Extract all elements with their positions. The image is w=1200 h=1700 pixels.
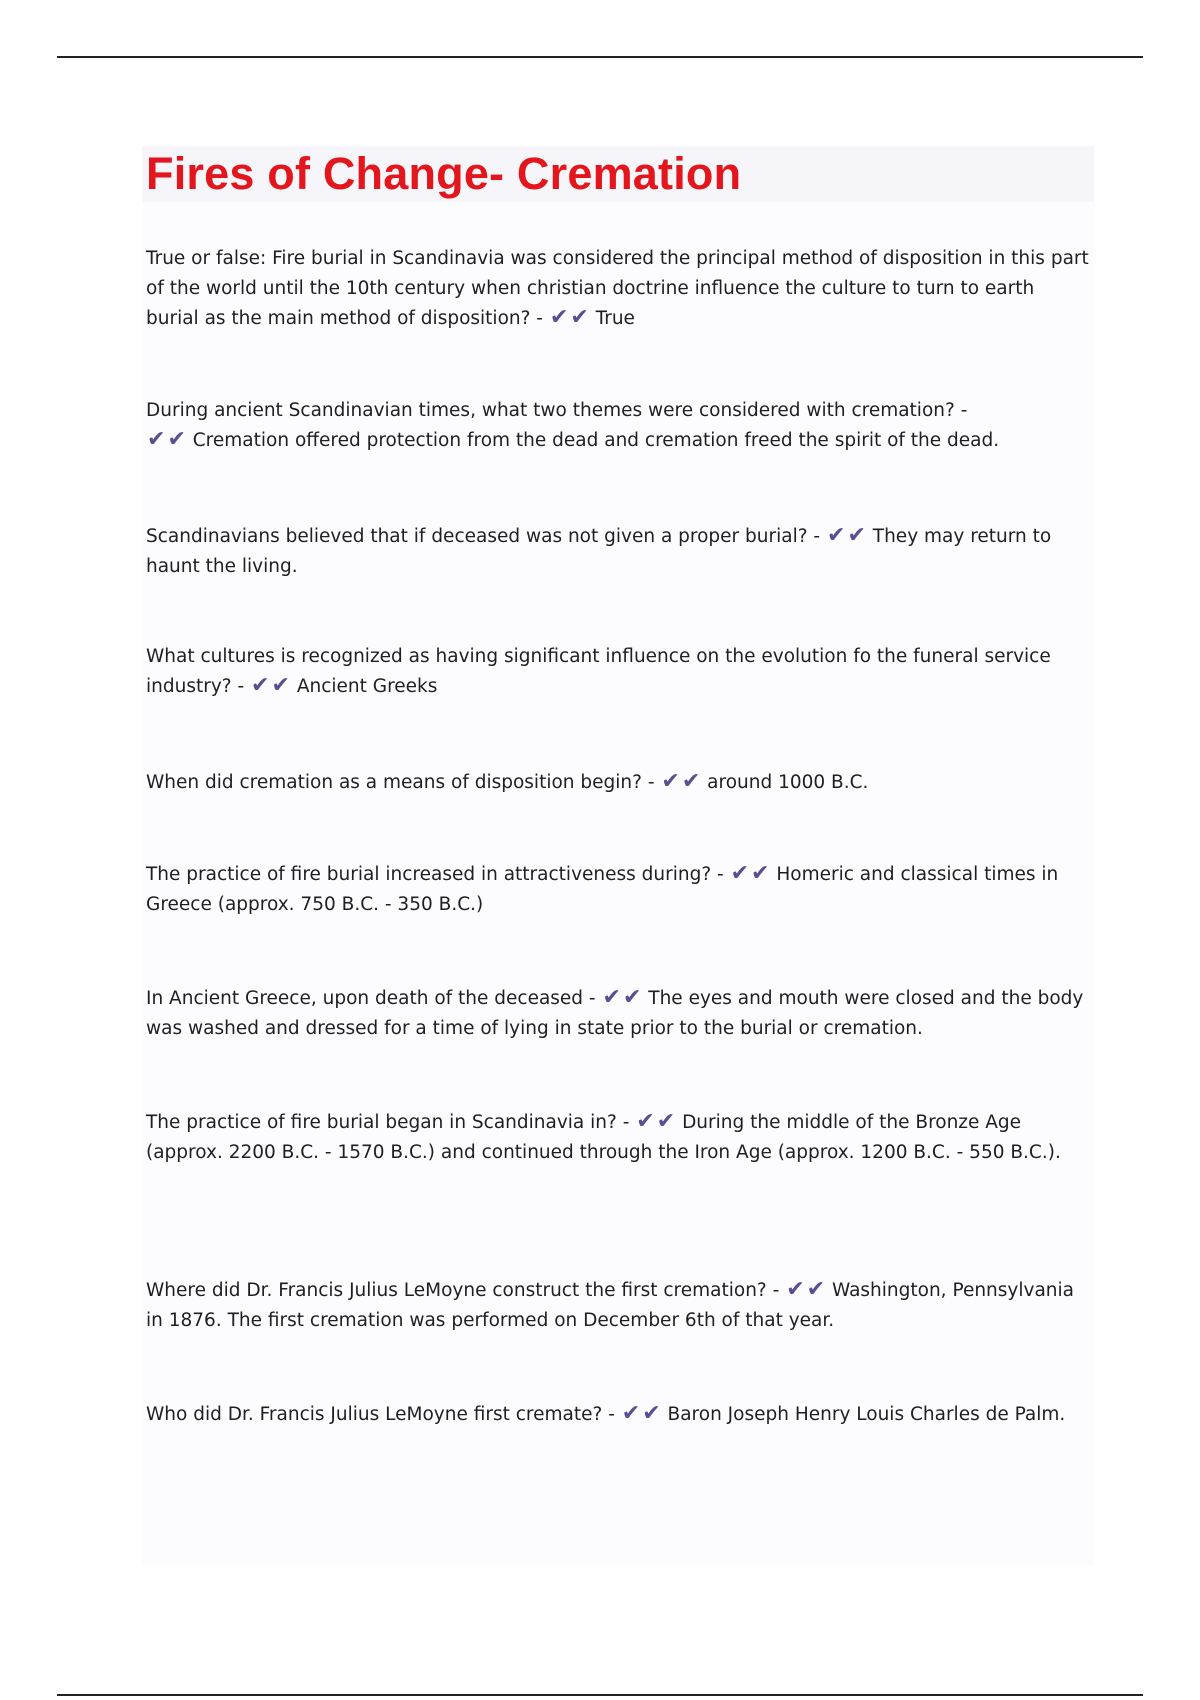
check-icon: ✔ bbox=[602, 985, 621, 1010]
answer-text: Ancient Greeks bbox=[296, 676, 438, 697]
document-content bbox=[142, 146, 1094, 1566]
check-icon: ✔ bbox=[786, 1277, 805, 1302]
page-title: Fires of Change- Cremation bbox=[146, 148, 742, 199]
answer-text: They may return to haunt the living. bbox=[146, 526, 1052, 577]
question-text: Where did Dr. Francis Julius LeMoyne construct the first cremation? - bbox=[146, 1280, 780, 1301]
answer-text: Washington, Pennsylvania in 1876. The first cremation was performed on December 6th of that year. bbox=[146, 1280, 1074, 1331]
check-icon: ✔ bbox=[621, 1401, 641, 1426]
check-icon: ✔ bbox=[642, 1401, 661, 1426]
check-icon: ✔ bbox=[251, 673, 270, 698]
check-icon: ✔ bbox=[271, 673, 290, 698]
question-text: The practice of fire burial began in Scandinavia in? - bbox=[146, 1112, 630, 1133]
qa-item bbox=[146, 1276, 1090, 1336]
qa-item bbox=[146, 860, 1090, 920]
question-text: When did cremation as a means of disposition begin? - bbox=[146, 772, 655, 793]
bottom-rule bbox=[57, 1694, 1143, 1696]
check-icon: ✔ bbox=[549, 305, 569, 330]
qa-item bbox=[146, 642, 1090, 702]
question-text: Who did Dr. Francis Julius LeMoyne first cremate? - bbox=[146, 1404, 615, 1425]
qa-item bbox=[146, 522, 1090, 582]
answer-text: around 1000 B.C. bbox=[707, 772, 869, 793]
check-icon: ✔ bbox=[636, 1109, 655, 1134]
qa-item bbox=[146, 984, 1090, 1044]
answer-text: Baron Joseph Henry Louis Charles de Palm. bbox=[667, 1404, 1066, 1425]
check-icon: ✔ bbox=[656, 1109, 676, 1134]
question-text: True or false: Fire burial in Scandinavia was considered the principal method of disposition in this part of the world until the 10th century when christian doctrine influence the culture to turn to earth burial as the main method of disposition? - bbox=[146, 248, 1089, 329]
title-band bbox=[142, 146, 1094, 202]
qa-item bbox=[146, 1400, 1090, 1430]
answer-text: True bbox=[595, 308, 635, 329]
check-icon: ✔ bbox=[622, 985, 642, 1010]
answer-text: Homeric and classical times in Greece (approx. 750 B.C. - 350 B.C.) bbox=[146, 864, 1059, 915]
check-icon: ✔ bbox=[681, 769, 701, 794]
top-rule bbox=[57, 56, 1143, 58]
check-icon: ✔ bbox=[167, 427, 186, 452]
check-icon: ✔ bbox=[570, 305, 589, 330]
answer-text: The eyes and mouth were closed and the body was washed and dressed for a time of lying in state prior to the burial or cremation. bbox=[146, 988, 1084, 1039]
question-text: Scandinavians believed that if deceased was not given a proper burial? - bbox=[146, 526, 821, 547]
check-icon: ✔ bbox=[751, 861, 770, 886]
question-text: What cultures is recognized as having significant influence on the evolution fo the funeral service industry? - bbox=[146, 646, 1051, 697]
qa-item bbox=[146, 396, 1090, 456]
check-icon: ✔ bbox=[847, 523, 866, 548]
check-icon: ✔ bbox=[806, 1277, 826, 1302]
check-icon: ✔ bbox=[730, 861, 750, 886]
check-icon: ✔ bbox=[827, 523, 846, 548]
answer-text: During the middle of the Bronze Age (approx. 2200 B.C. - 1570 B.C.) and continued through the Iron Age (approx. 1200 B.C. - 550 B.C.). bbox=[146, 1112, 1061, 1163]
question-text: The practice of fire burial increased in attractiveness during? - bbox=[146, 864, 724, 885]
qa-item bbox=[146, 1108, 1090, 1168]
question-text: In Ancient Greece, upon death of the deceased - bbox=[146, 988, 596, 1009]
qa-item bbox=[146, 244, 1090, 334]
answer-text: Cremation offered protection from the dead and cremation freed the spirit of the dead. bbox=[192, 430, 1000, 451]
check-icon: ✔ bbox=[661, 769, 680, 794]
check-icon: ✔ bbox=[147, 427, 166, 452]
qa-item bbox=[146, 768, 1090, 798]
question-text: During ancient Scandinavian times, what two themes were considered with cremation? - bbox=[146, 400, 968, 421]
